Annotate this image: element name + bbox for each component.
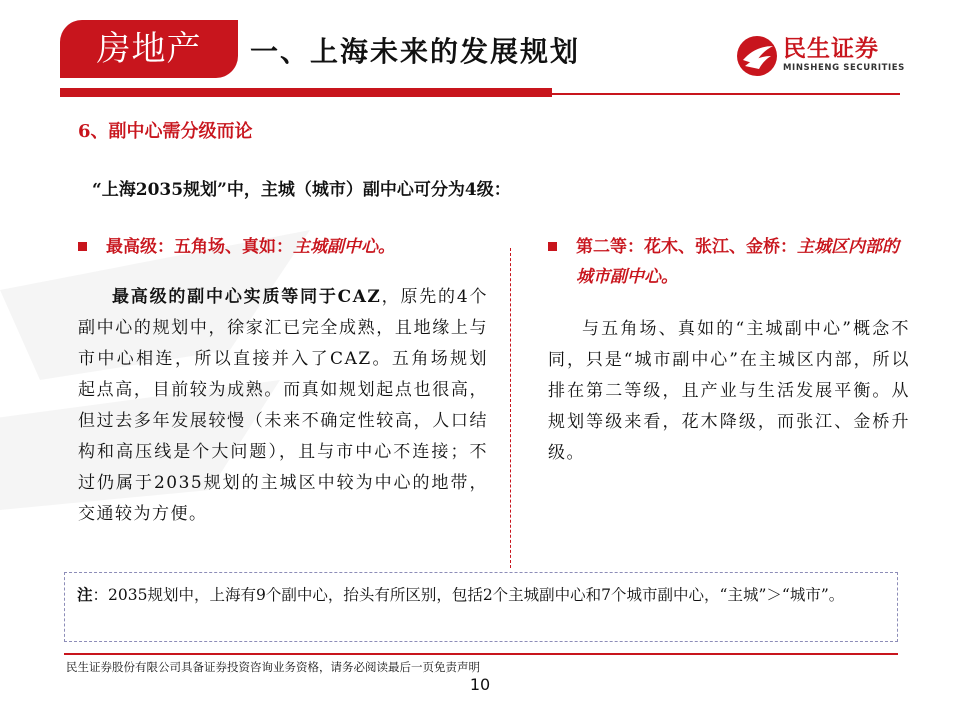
note-label: 注 (77, 585, 93, 604)
right-bullet-lead: 第二等：花木、张江、金桥： (576, 237, 797, 257)
minsheng-logo-icon (735, 34, 779, 78)
right-body: 与五角场、真如的“主城副中心”概念不同，只是“城市副中心”在主城区内部，所以排在第二等级，且产业与生活发展平衡。从规划等级来看，花木降级，而张江、金桥升级。 (548, 319, 910, 463)
right-bullet (548, 232, 910, 292)
company-logo (735, 34, 905, 80)
left-bullet-lead: 最高级：五角场、真如： (106, 237, 293, 257)
right-bullet-emphasis: 主城区内部的城市副中心。 (576, 237, 899, 287)
logo-text-en: MINSHENG SECURITIES (783, 63, 905, 73)
header-rule (552, 93, 900, 95)
note-box (64, 572, 898, 642)
square-bullet-icon (78, 242, 87, 251)
note-text: ：2035规划中，上海有9个副中心，抬头有所区别，包括2个主城副中心和7个城市副中心，“主城”＞“城市”。 (92, 586, 845, 604)
header-bar (60, 88, 552, 97)
column-divider (510, 248, 511, 568)
left-body (78, 282, 488, 530)
left-body-rest: ，原先的4个副中心的规划中，徐家汇已完全成熟，且地缘上与市中心相连，所以直接并入了CAZ。五角场规划起点高，目前较为成熟。而真如规划起点也很高，但过去多年发展较慢（未来不确定性较高，人口结构和高压线是个大问题），且与市中心不连接；不过仍属于2035规划的主城区中较为中心的地带，交通较为方便。 (78, 287, 488, 524)
footer-rule (64, 653, 898, 655)
section-heading: 6、副中心需分级而论 (78, 121, 253, 142)
left-column (78, 232, 488, 530)
left-bullet-text (106, 237, 395, 257)
square-bullet-icon (548, 242, 557, 251)
intro-text: “上海2035规划”中，主城（城市）副中心可分为4级： (92, 180, 511, 200)
right-column (548, 232, 910, 469)
page-title: 一、上海未来的发展规划 (250, 35, 581, 68)
left-bullet (78, 232, 488, 262)
left-body-lead: 最高级的副中心实质等同于CAZ (112, 287, 382, 307)
right-bullet-text (576, 237, 899, 287)
left-bullet-emphasis: 主城副中心。 (293, 237, 395, 257)
category-tag: 房地产 (60, 20, 238, 78)
logo-text-cn: 民生证券 (783, 36, 879, 62)
footer-disclaimer: 民生证券股份有限公司具备证券投资咨询业务资格，请务必阅读最后一页免责声明 (66, 660, 480, 674)
page-number: 10 (469, 675, 491, 694)
